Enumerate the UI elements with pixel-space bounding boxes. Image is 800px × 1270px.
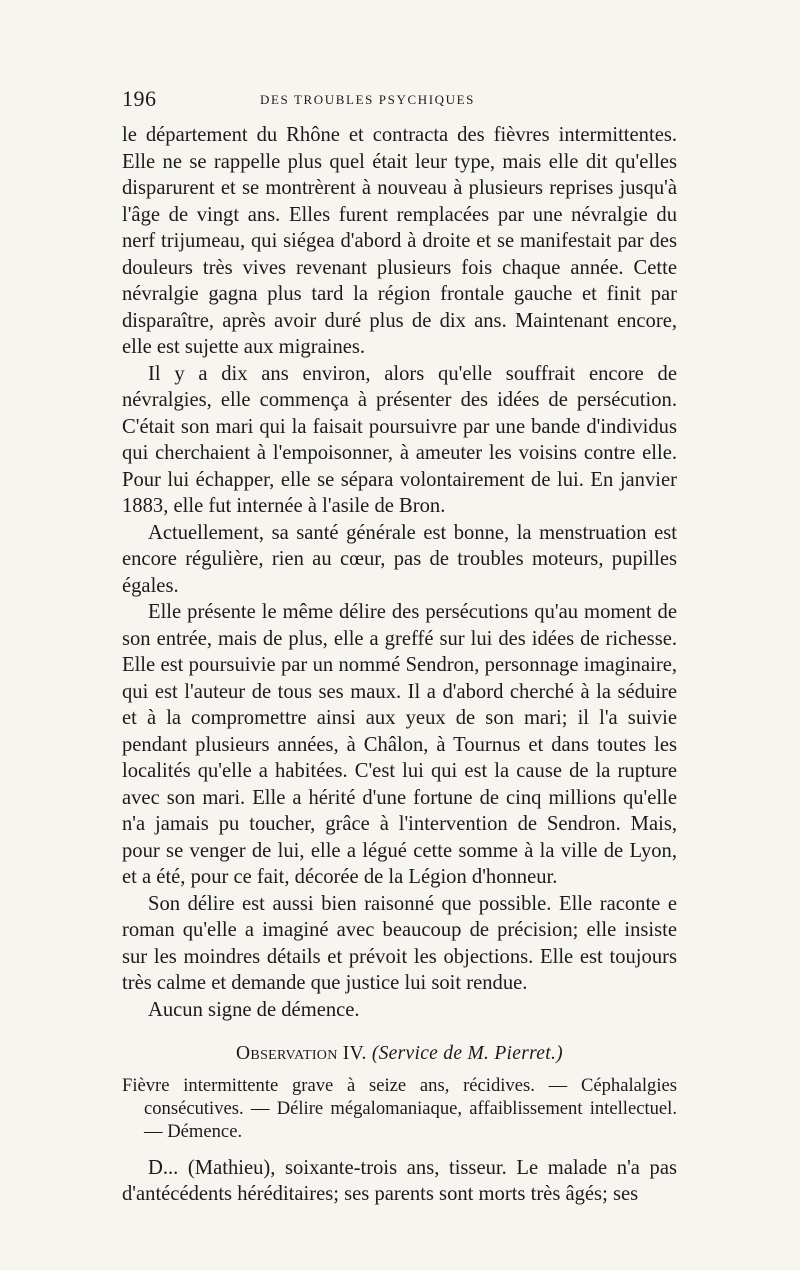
paragraph-continuation: le département du Rhône et contracta des fièvres intermittentes. Elle ne se rappelle plus quel était leur type, mais elle dit qu'elles disparurent et se montrèrent à nouveau à plusieurs reprises jusqu'à l'âge de vingt ans. Elles furent remplacées par une névralgie du nerf trijumeau, qui siégea d'abord à droite et se manifestait par des douleurs très vives revenant plusieurs fois chaque année. Cette névralgie gagna plus tard la région frontale gauche et finit par disparaître, après avoir duré plus de dix ans. Maintenant encore, elle est sujette aux migraines. xyxy=(122,124,677,358)
case-paragraph: D... (Mathieu), soixante-trois ans, tisseur. Le malade n'a pas d'antécédents héréditaires; ses parents sont morts très âgés; ses xyxy=(122,1156,677,1205)
page-number: 196 xyxy=(122,86,157,111)
observation-summary: Fièvre intermittente grave à seize ans, récidives. — Céphalalgies consécutives. — Délire mégalomaniaque, affaiblissement intellectuel. — Démence. xyxy=(122,1074,677,1142)
paragraph-health: Actuellement, sa santé générale est bonne, la menstruation est encore régulière, rien au cœur, pas de troubles moteurs, pupilles égales. xyxy=(122,521,677,597)
paragraph-delusion: Elle présente le même délire des persécutions qu'au moment de son entrée, mais de plus, elle a greffé sur lui des idées de richesse. Elle est poursuivie par un nommé Sendron, personnage imaginaire, qui est l'auteur de tous ses maux. Il a d'abord cherché à la séduire et à la compromettre ainsi aux yeux de son mari; il l'a suivie pendant plusieurs années, à Châlon, à Tournus et dans toutes les localités qu'elle a habitées. C'est lui qui est la cause de la rupture avec son mari. Elle a hérité d'une fortune de cinq millions qu'elle n'a jamais pu toucher, grâce à l'intervention de Sendron. Mais, pour se venger de lui, elle a légué cette somme à la ville de Lyon, et a été, pour ce fait, décorée de la Légion d'honneur. xyxy=(122,601,677,888)
paragraph-persecution: Il y a dix ans environ, alors qu'elle souffrait encore de névralgies, elle commença à présenter des idées de persécution. C'était son mari qui la faisait poursuivre par une bande d'individus qui cherchaient à l'empoisonner, à ameuter les voisins contre elle. Pour lui échapper, elle se sépara volontairement de lui. En janvier 1883, elle fut internée à l'asile de Bron. xyxy=(122,362,677,517)
observation-label: Observation IV. xyxy=(236,1043,367,1064)
observation-heading xyxy=(122,1041,677,1068)
observation-service: (Service de M. Pierret.) xyxy=(371,1043,563,1064)
running-head xyxy=(122,86,677,116)
running-title: DES TROUBLES PSYCHIQUES xyxy=(260,92,475,107)
paragraph-reasoning: Son délire est aussi bien raisonné que possible. Elle raconte e roman qu'elle a imaginé avec beaucoup de précision; elle insiste sur les moindres détails et prévoit les objections. Elle est toujours très calme et demande que justice lui soit rendue. xyxy=(122,892,677,994)
text-block xyxy=(122,122,677,1208)
paragraph-dementia: Aucun signe de démence. xyxy=(148,998,360,1021)
